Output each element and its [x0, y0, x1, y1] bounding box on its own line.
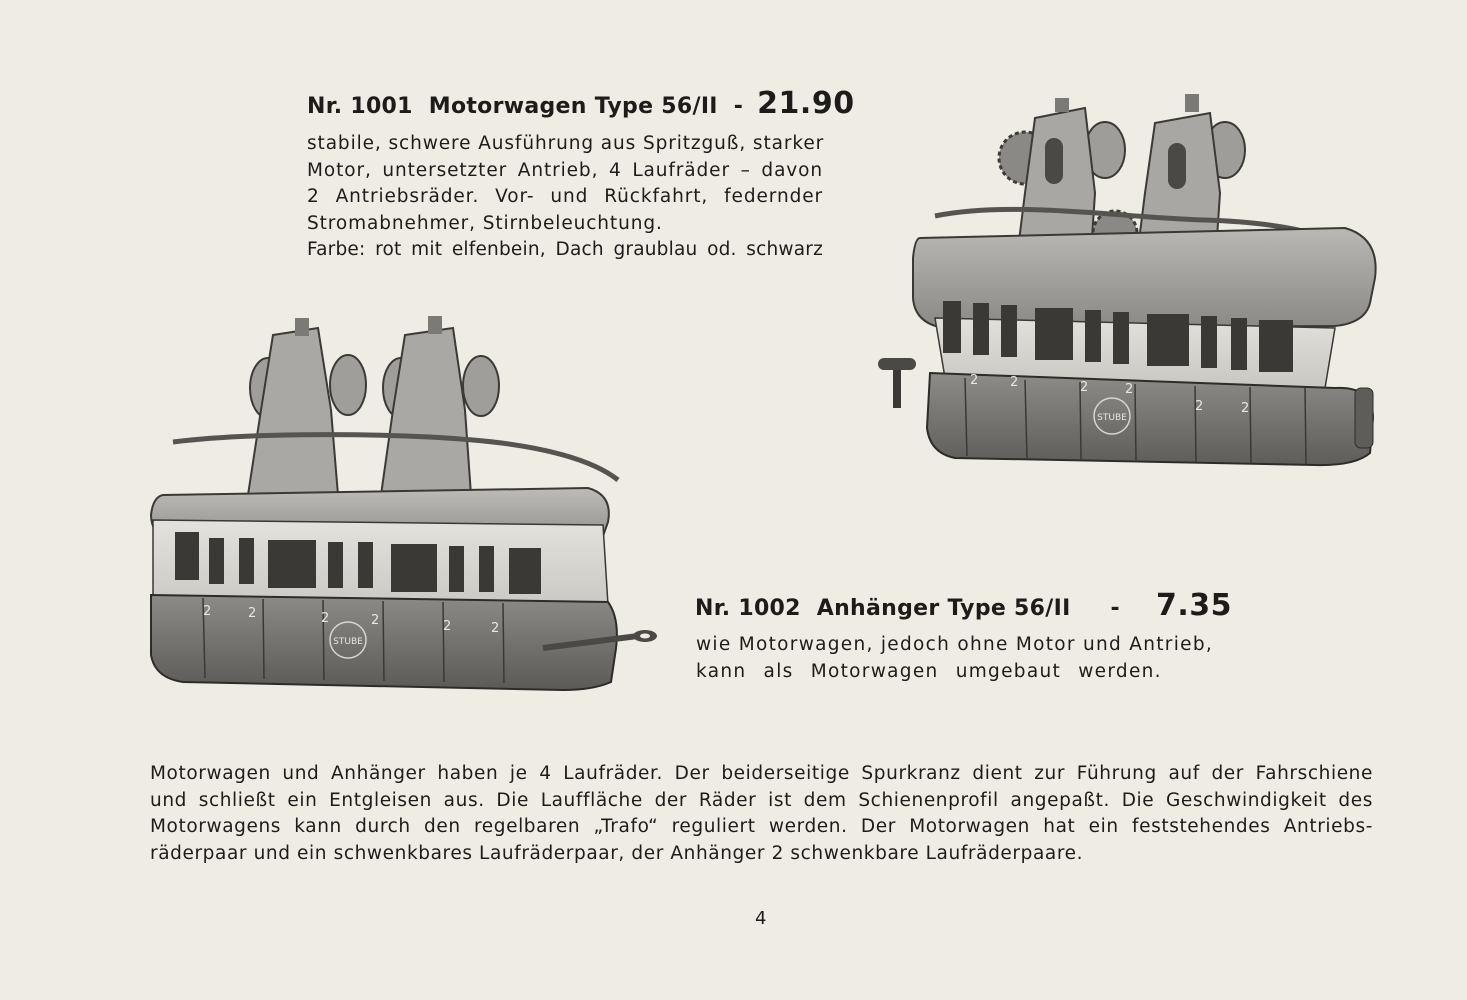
product-1001-heading — [307, 86, 855, 121]
price-dash: - — [1110, 596, 1120, 621]
car-number-label: 2 — [321, 611, 330, 626]
car-number-label: 2 — [1080, 380, 1089, 395]
description-line: 2 Antriebsräder. Vor- und Rückfahrt, federnder — [307, 186, 823, 207]
anhaenger-photo — [143, 310, 663, 695]
description-line: kann als Motorwagen umgebaut werden. — [696, 660, 1162, 682]
description-line: Motor, untersetzter Antrieb, 4 Laufräder – davon — [307, 159, 823, 181]
car-number-label: 2 — [491, 621, 500, 636]
product-1002-description — [696, 632, 1213, 685]
stube-logo: STUBE — [1097, 413, 1127, 423]
product-number: Nr. 1002 — [695, 596, 801, 621]
stube-logo: STUBE — [333, 637, 363, 647]
car-number-label: 2 — [1241, 401, 1250, 416]
car-number-label: 2 — [970, 373, 979, 388]
car-number-label: 2 — [203, 604, 212, 619]
car-number-label: 2 — [1010, 375, 1019, 390]
product-price: 21.90 — [757, 86, 855, 121]
product-1001-description — [307, 131, 823, 264]
price-dash: - — [733, 94, 744, 119]
product-1002-heading — [695, 588, 1232, 623]
paragraph-line: Motorwagen und Anhänger haben je 4 Laufräder. Der beiderseitige Spurkranz dient zur Führung auf der Fahrschiene — [150, 763, 1373, 784]
car-number-label: 2 — [371, 613, 380, 628]
product-name: Motorwagen Type 56/II — [428, 94, 718, 119]
description-line: Farbe: rot mit elfenbein, Dach graublau od. schwarz — [307, 239, 823, 260]
paragraph-line: räderpaar und ein schwenkbares Laufräderpaar, der Anhänger 2 schwenkbare Laufräderpaare. — [150, 842, 1084, 864]
footer-paragraph — [150, 761, 1373, 867]
car-number-label: 2 — [443, 619, 452, 634]
description-line: wie Motorwagen, jedoch ohne Motor und Antrieb, — [696, 634, 1214, 655]
motorwagen-photo — [875, 88, 1385, 473]
description-line: stabile, schwere Ausführung aus Spritzguß, starker — [307, 133, 825, 154]
description-line: Stromabnehmer, Stirnbeleuchtung. — [307, 212, 663, 234]
car-number-label: 2 — [248, 606, 257, 621]
product-name: Anhänger Type 56/II — [816, 596, 1071, 621]
product-number: Nr. 1001 — [307, 94, 413, 119]
paragraph-line: Motorwagens kann durch den regelbaren „Trafo“ reguliert werden. Der Motorwagen hat ein feststehendes Antriebs- — [150, 816, 1373, 837]
page-number: 4 — [755, 908, 767, 929]
paragraph-line: und schließt ein Entgleisen aus. Die Lauffläche der Räder ist dem Schienenprofil angepaßt. Die Geschwindigkeit des — [150, 789, 1373, 811]
product-price: 7.35 — [1155, 588, 1232, 623]
car-number-label: 2 — [1125, 382, 1134, 397]
car-number-label: 2 — [1195, 399, 1204, 414]
